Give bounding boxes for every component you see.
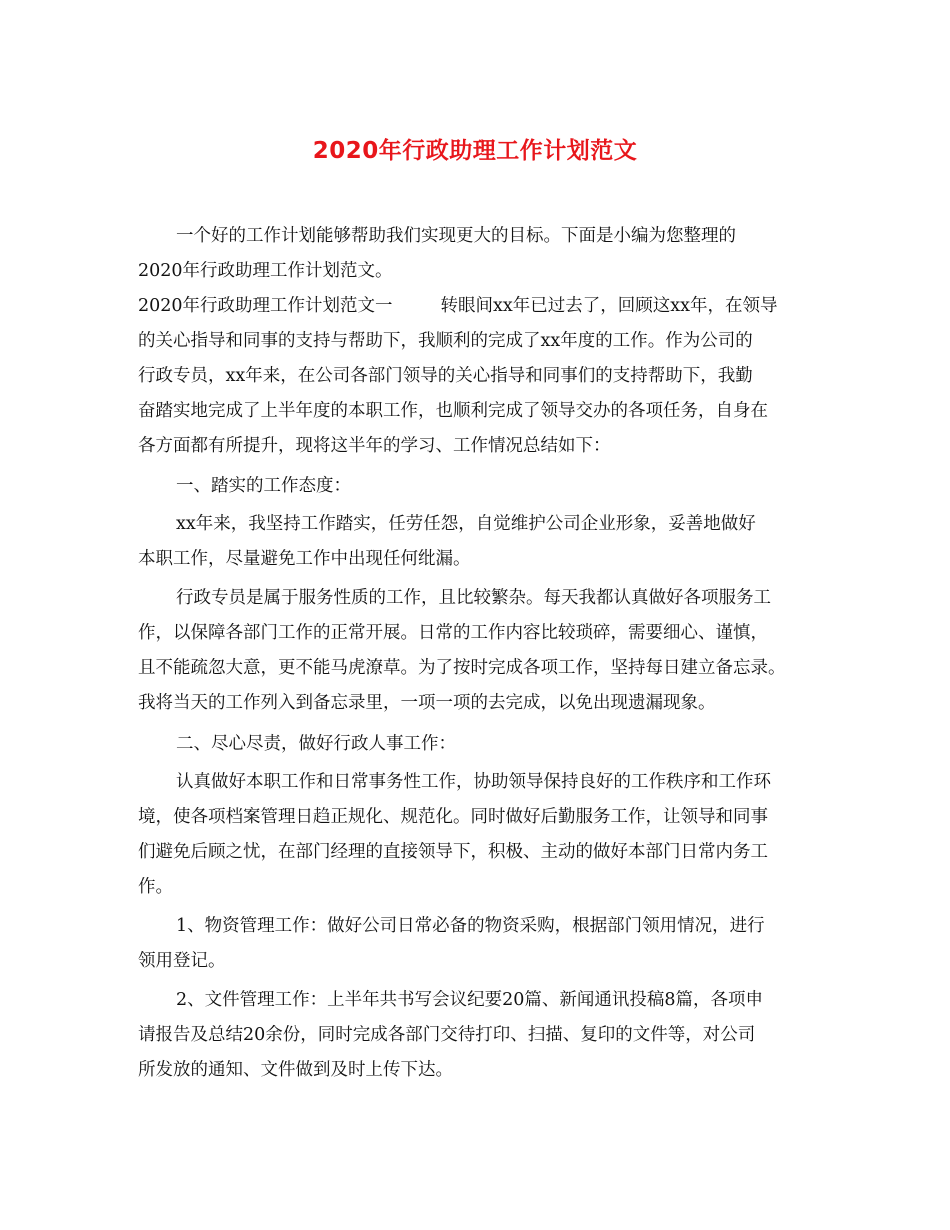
document-title: 2020年行政助理工作计划范文 [312, 138, 638, 164]
body-line-3 [138, 294, 778, 318]
body-line-3-text: 转眼间xx年已过去了，回顾这xx年，在领导 [440, 296, 778, 316]
body-line-4: 的关心指导和同事的支持与帮助下，我顺利的完成了xx年度的工作。作为公司的 [138, 331, 753, 351]
body-line-16: 认真做好本职工作和日常事务性工作，协助领导保持良好的工作秩序和工作环 [176, 772, 771, 792]
body-line-12: 作，以保障各部门工作的正常开展。日常的工作内容比较琐碎，需要细心、谨慎， [138, 623, 768, 643]
body-line-10: 本职工作，尽量避免工作中出现任何纰漏。 [138, 549, 471, 569]
section-heading-2: 二、尽心尽责，做好行政人事工作： [176, 734, 456, 754]
body-line-1: 一个好的工作计划能够帮助我们实现更大的目标。下面是小编为您整理的 [176, 226, 736, 246]
body-line-21: 领用登记。 [138, 951, 226, 971]
body-line-7: 各方面都有所提升，现将这半年的学习、工作情况总结如下： [138, 436, 611, 456]
body-line-5: 行政专员，xx年来，在公司各部门领导的关心指导和同事们的支持帮助下，我勤 [138, 366, 753, 386]
body-line-14: 我将当天的工作列入到备忘录里，一项一项的去完成，以免出现遗漏现象。 [138, 693, 716, 713]
body-line-11: 行政专员是属于服务性质的工作，且比较繁杂。每天我都认真做好各项服务工 [176, 588, 771, 608]
body-line-18: 们避免后顾之忧，在部门经理的直接领导下，积极、主动的做好本部门日常内务工 [138, 842, 768, 862]
body-line-6: 奋踏实地完成了上半年度的本职工作，也顺利完成了领导交办的各项任务，自身在 [138, 401, 768, 421]
body-line-20: 1、物资管理工作：做好公司日常必备的物资采购，根据部门领用情况，进行 [176, 916, 765, 936]
section-heading-1: 一、踏实的工作态度： [176, 476, 351, 496]
body-line-17: 境，使各项档案管理日趋正规化、规范化。同时做好后勤服务工作，让领导和同事 [138, 807, 768, 827]
body-line-24: 所发放的通知、文件做到及时上传下达。 [138, 1060, 453, 1080]
body-line-22: 2、文件管理工作：上半年共书写会议纪要20篇、新闻通讯投稿8篇，各项申 [176, 990, 764, 1010]
body-line-2: 2020年行政助理工作计划范文。 [138, 261, 393, 281]
body-line-23: 请报告及总结20余份，同时完成各部门交待打印、扫描、复印的文件等，对公司 [138, 1025, 756, 1045]
body-line-13: 且不能疏忽大意，更不能马虎潦草。为了按时完成各项工作，坚持每日建立备忘录。 [138, 658, 786, 678]
body-line-9: xx年来，我坚持工作踏实，任劳任怨，自觉维护公司企业形象，妥善地做好 [176, 514, 756, 534]
body-line-19: 作。 [138, 877, 173, 897]
section-heading-fanwen-1: 2020年行政助理工作计划范文一 [138, 296, 393, 316]
